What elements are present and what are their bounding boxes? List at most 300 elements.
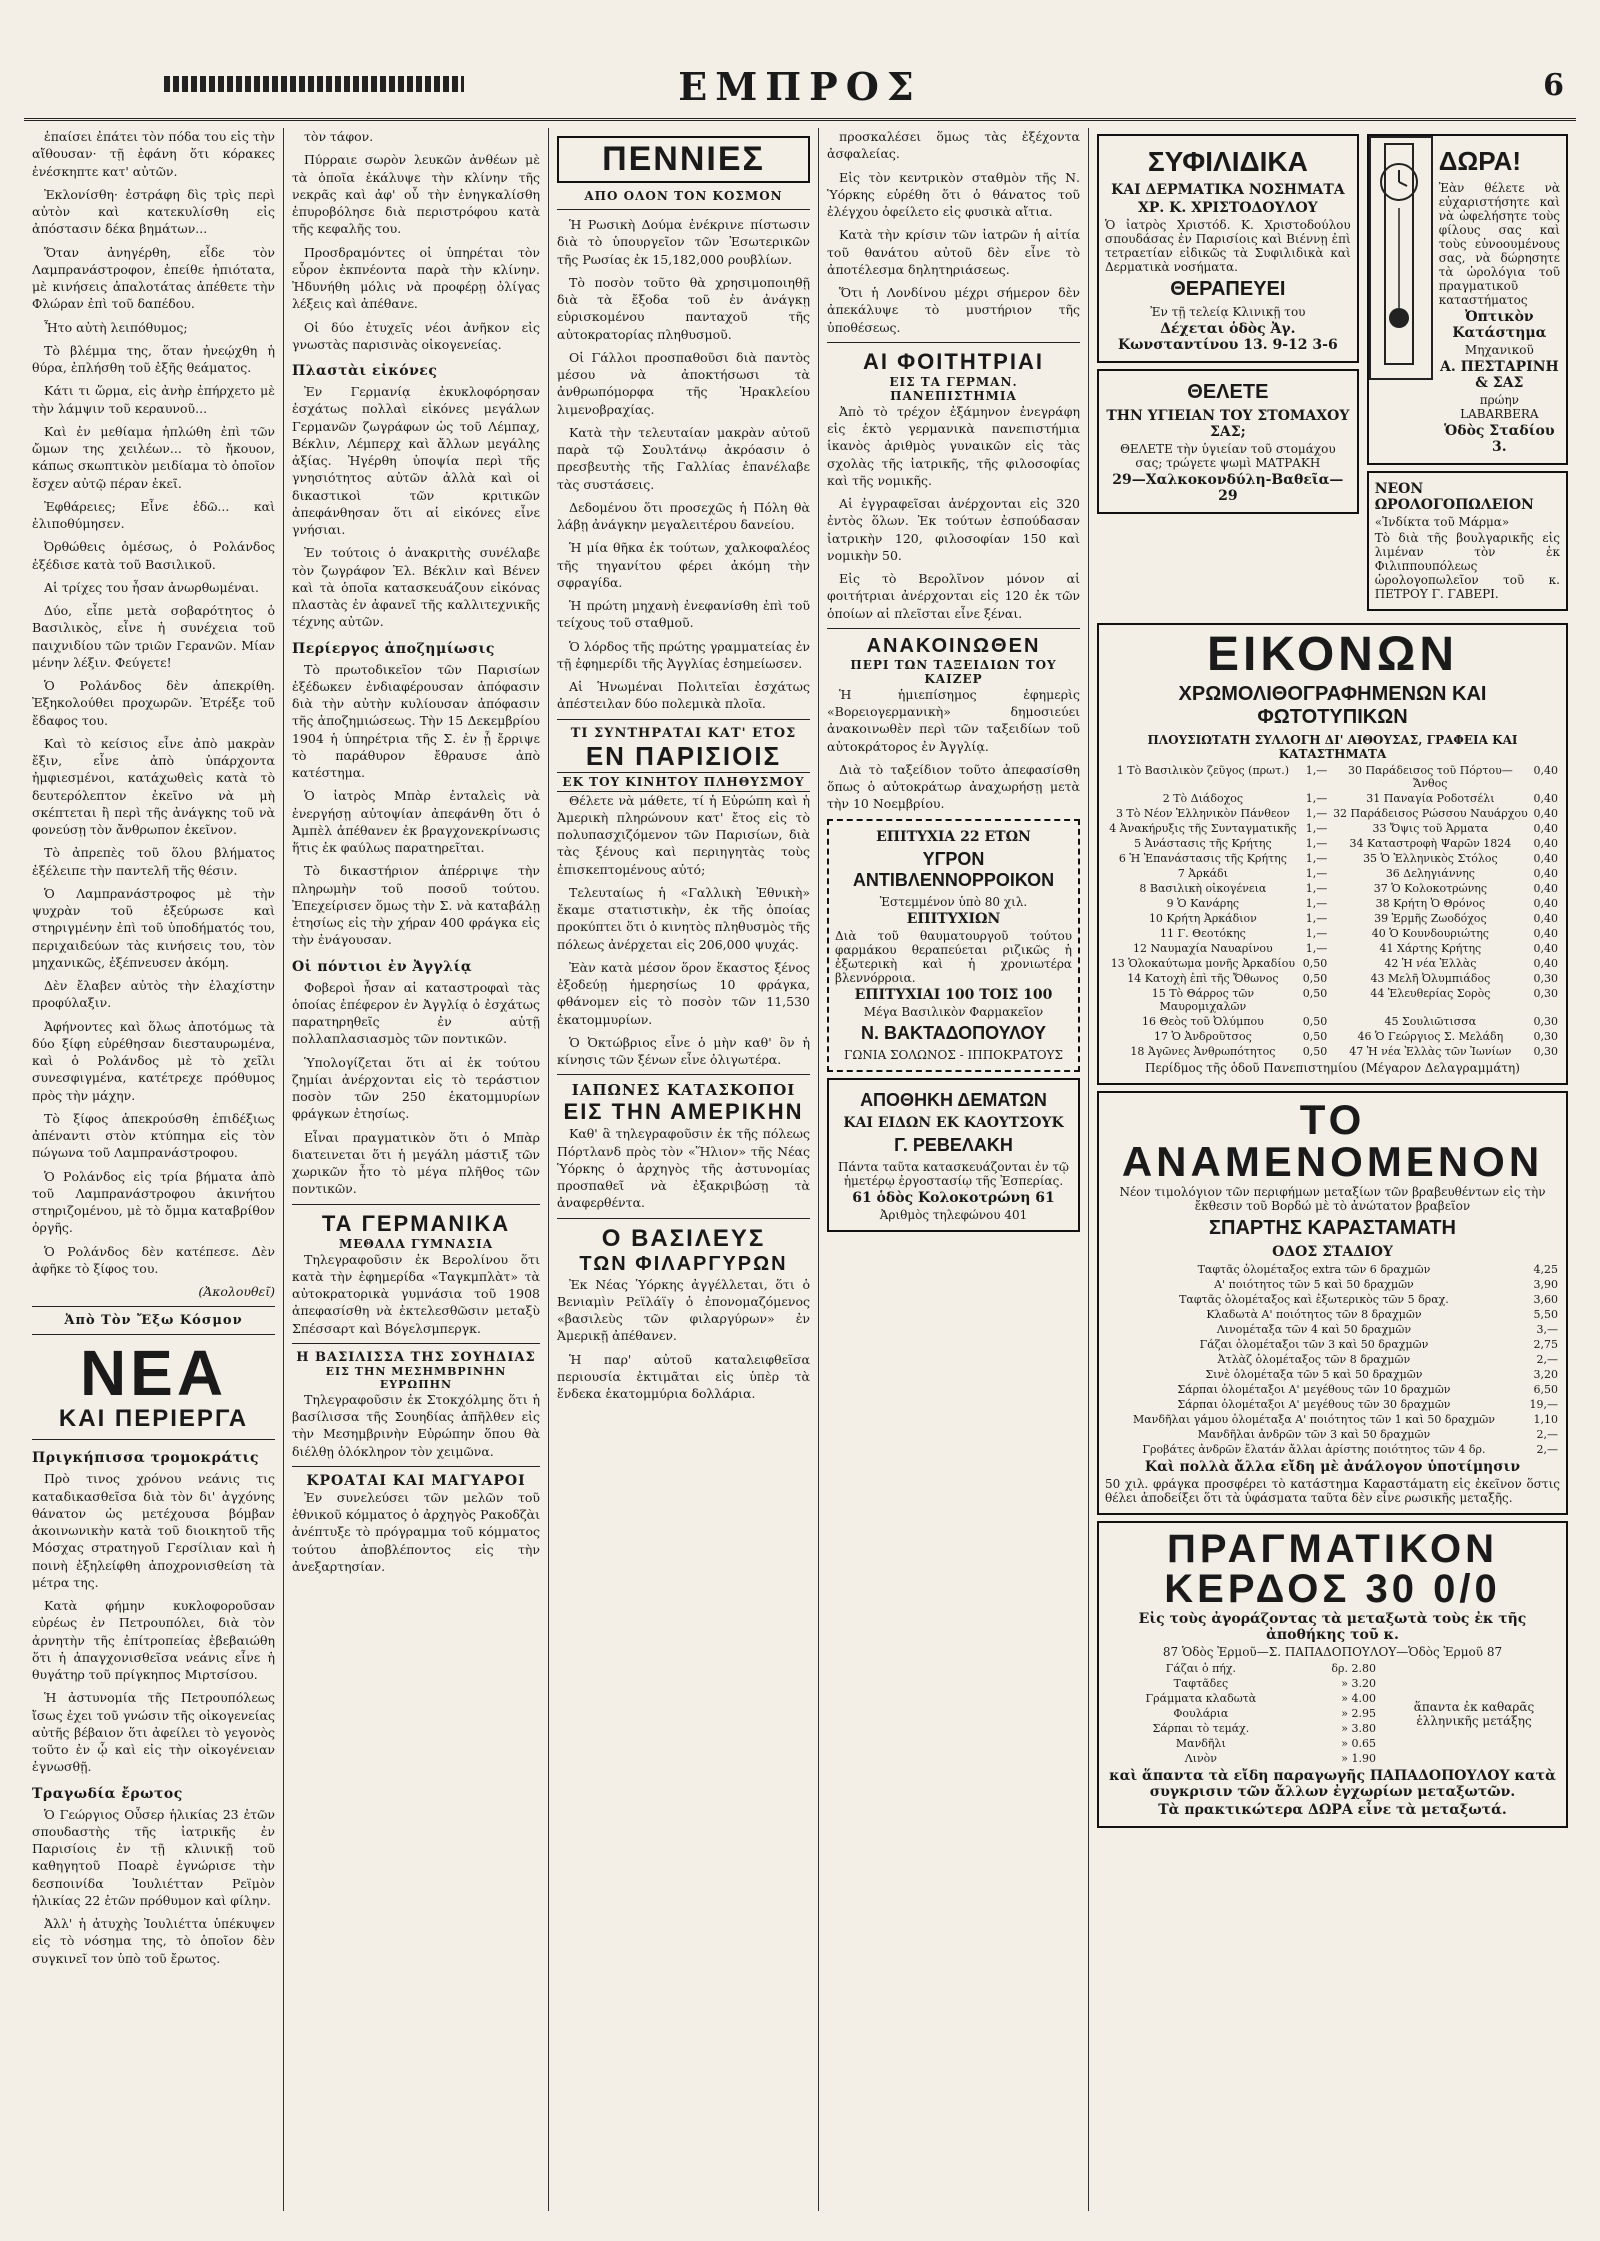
table-cell: Μανδῆλι xyxy=(1175,1737,1226,1750)
table-row xyxy=(1105,1412,1560,1427)
ad-text: ΓΩΝΙΑ ΣΟΛΩΝΟΣ - ΙΠΠΟΚΡΑΤΟΥΣ xyxy=(844,1047,1063,1062)
ad-text: Τὰ πρακτικώτερα ΔΩΡΑ εἶνε τὰ μεταξωτά. xyxy=(1158,1802,1507,1818)
article-paragraph: Ἐὰν κατὰ μέσον ὅρον ἕκαστος ξένος ἐξοδεύῃ ἡμερησίως 10 φράγκα, φθάνομεν εἰς τὸ ποσὸν τῶν 11,530 ἑκατομμυρίων. xyxy=(557,959,810,1027)
table-cell: Ταφτᾶδες xyxy=(1173,1677,1229,1690)
article-paragraph: Ὁ Ὀκτώβριος εἶνε ὁ μὴν καθ' ὃν ἡ κίνησις τῶν ξένων εἶνε ὀλιγωτέρα. xyxy=(557,1034,810,1067)
table-row xyxy=(1105,1352,1560,1367)
table-cell: 0,30 xyxy=(1533,972,1558,985)
table-cell: 42 Ἡ νέα Ἑλλὰς xyxy=(1384,957,1477,970)
ad-rubber-warehouse xyxy=(827,1078,1080,1232)
article-paragraph: Ἡ μία θῆκα ἐκ τούτων, χαλκοφαλέος τῆς τηγανίτου φέρει ἀκόμη τὴν σφραγίδα. xyxy=(557,540,810,590)
article-paragraph: Ὁ Ρολάνδος δὲν ἀπεκρίθη. Ἐξηκολούθει προχωρῶν. Ἐτρέξε τοῦ ἔδαφος του. xyxy=(32,678,275,728)
table-row xyxy=(1105,1397,1560,1412)
section-title: ΠΕΝΝΙΕΣ xyxy=(602,140,765,178)
article-paragraph: Κατὰ φήμην κυκλοφοροῦσαν εὐρέως ἐν Πετρουπόλει, διὰ τὸν ἀρνητὴν τῆς ἐπίτροπείας ἐβεβαιώθη ὅτι ἡ ἀπαγχονισθεῖσα νεάνις εἶνε ἡ θυγάτηρ τοῦ πρίγκηπος Μιρτσίσου. xyxy=(32,1598,275,1682)
table-cell: 13 Ὁλοκαύτωμα μονῆς Ἀρκαδίου xyxy=(1110,957,1296,970)
ad-text: Δέχεται ὁδὸς Ἀγ. Κωνσταντίνου 13. 9-12 3-6 xyxy=(1117,321,1338,353)
table-cell: 0,40 xyxy=(1533,822,1558,835)
table-cell: 7 Ἀρκάδι xyxy=(1177,867,1228,880)
article-paragraph: Εἰς τὸ Βερολῖνον μόνον αἱ φοιτήτριαι ἀνέρχονται εἰς 120 ἐκ τῶν ὁποίων αἱ πλεῖσται εἶνε ξέναι. xyxy=(827,571,1080,621)
section-title: ΤΑ ΓΕΡΜΑΝΙΚΑ xyxy=(321,1210,511,1236)
ad-stomach-bread xyxy=(1097,369,1359,514)
article-heading: Πριγκήπισσα τρομοκράτις xyxy=(32,1450,259,1467)
section-subtitle: ΑΠΟ ΟΛΟΝ ΤΟΝ ΚΟΣΜΟΝ xyxy=(584,189,783,203)
ad-text: Μηχανικοῦ xyxy=(1464,343,1534,357)
table-cell: 0,40 xyxy=(1533,957,1558,970)
table-cell: Ταφτᾶς ὁλομέταξος καὶ ἐξωτερικὸς τῶν 5 δραχ. xyxy=(1179,1293,1449,1306)
table-cell: 1,— xyxy=(1305,807,1328,820)
article-paragraph: Ἀπὸ τὸ τρέχον ἐξάμηνον ἐνεγράφη εἰς ἑκτὸ γερμανικὰ πανεπιστήμια ἱκανὸς ἀριθμὸς γυναικῶν εἰς τὰς σχολὰς τῆς ἰατρικῆς, τῆς φιλοσοφίας καὶ τῆς νομικῆς. xyxy=(827,403,1080,488)
article-paragraph: τὸν τάφον. xyxy=(304,129,374,144)
ad-text: Καὶ πολλὰ ἄλλα εἴδη μὲ ἀνάλογον ὑποτίμησιν xyxy=(1144,1459,1521,1475)
table-cell: 17 Ὁ Ἀνδροῦτσος xyxy=(1153,1030,1252,1043)
section-subtitle: ΠΕΡΙ ΤΩΝ ΤΑΞΕΙΔΙΩΝ ΤΟΥ ΚΑΙΖΕΡ xyxy=(850,657,1057,686)
table-row xyxy=(1105,1014,1560,1029)
column-5-advertisements xyxy=(1089,128,1576,2211)
table-cell: » 3.80 xyxy=(1341,1722,1376,1735)
ad-text: ΘΕΛΕΤΕ τὴν ὑγιείαν τοῦ στομάχου σας; τρώγετε ψωμὶ ΜΑΤΡΑΚΗ xyxy=(1120,442,1336,470)
ad-text: «Ἰνδίκτα τοῦ Μάρμα» xyxy=(1374,515,1510,529)
article-paragraph: Οἱ Γάλλοι προσπαθοῦσι διὰ παντὸς μέσου νὰ ἀποκτήσωσι τὰ ἀνθρωπόμορφα τῆς Ἡρακλείου λιμενοβραχίας. xyxy=(557,349,810,417)
article-paragraph: Ἐκλονίσθη· ἐστράφη δὶς τρὶς περὶ αὐτὸν καὶ κατεκυλίσθη εἰς ἀπόστασιν δέκα βημάτων... xyxy=(32,186,275,237)
article-paragraph: Διὰ τὸ ταξείδιον τοῦτο ἀπεφασίσθη ὅπως ὁ αὐτοκράτωρ ἀναχωρήσῃ μετὰ τὴν 10 Νοεμβρίου. xyxy=(827,761,1080,812)
table-row xyxy=(1105,1691,1378,1706)
article-paragraph: Τὸ ἀπρεπὲς τοῦ ὅλου βλήματος ἐξέλειπε τὴν παντελῆ τῆς θέσιν. xyxy=(32,845,275,878)
columns xyxy=(24,128,1576,2211)
table-cell: 1,— xyxy=(1305,942,1328,955)
ad-headline: ΣΠΑΡΤΗΣ ΚΑΡΑΣΤΑΜΑΤΗ xyxy=(1209,1217,1456,1239)
table-cell: Σάρπαι ὁλομέταξοι Α' μεγέθους τῶν 30 δραχμῶν xyxy=(1177,1398,1451,1411)
table-cell: 2,75 xyxy=(1533,1338,1558,1351)
table-row xyxy=(1105,1367,1560,1382)
table-cell: 5 Ἀνάστασις τῆς Κρήτης xyxy=(1134,837,1272,850)
table-cell: 41 Χάρτης Κρήτης xyxy=(1379,942,1482,955)
table-cell: 38 Κρήτη Ὁ Θρόνος xyxy=(1375,897,1486,910)
article-paragraph: Εἶναι πραγματικὸν ὅτι ὁ Μπὰρ διατεινεται ὅτι ἡ μεγάλη μάστιξ τῶν χωρικῶν ἦτο τὸ μέγα πλῆθος τῶν ποντικῶν. xyxy=(292,1129,540,1197)
table-row xyxy=(1105,1029,1560,1044)
table-cell: 1,— xyxy=(1305,822,1328,835)
ad-text: Ἀριθμὸς τηλεφώνου 401 xyxy=(879,1207,1028,1222)
article-paragraph: Ὑπολογίζεται ὅτι αἱ ἐκ τούτου ζημίαι ἀνέρχονται εἰς τὸ τεράστιον ποσὸν τῶν 250 ἑκατομμυρίων φράγκων ἐτησίως. xyxy=(292,1054,540,1122)
table-cell: 0,40 xyxy=(1533,927,1558,940)
table-row xyxy=(1105,1676,1378,1691)
column-3 xyxy=(549,128,819,2211)
table-row xyxy=(1105,1736,1378,1751)
table-row xyxy=(1105,836,1560,851)
table-cell: Α' ποιότητος τῶν 5 καὶ 50 δραχμῶν xyxy=(1214,1278,1414,1291)
table-cell: 43 Μελῆ Ὀλυμπιάδος xyxy=(1370,972,1491,985)
table-cell: 46 Ὁ Γεώργιος Σ. Μελάδη xyxy=(1357,1030,1504,1043)
table-cell: 18 Ἀγῶνες Ἀνθρωπότητος xyxy=(1130,1045,1276,1058)
table-cell: 10 Κρήτη Ἀρκάδιον xyxy=(1148,912,1257,925)
table-cell: Ταφτᾶς ὁλομέταξος extra τῶν 6 δραχμῶν xyxy=(1197,1263,1431,1276)
section-subtitle: ΕΙΣ ΤΗΝ ΜΕΣΗΜΒΡΙΝΗΝ ΕΥΡΩΠΗΝ xyxy=(325,1364,507,1391)
table-cell: 4 Ἀνακήρυξις τῆς Συνταγματικῆς xyxy=(1109,822,1297,835)
table-cell: 0,50 xyxy=(1302,972,1328,985)
ad-headline: ΥΓΡΟΝ ΑΝΤΙΒΛΕΝΝΟΡΡΟΙΚΟΝ xyxy=(852,848,1055,890)
ad-text: Ἐὰν θέλετε νὰ εὐχαριστήσητε καὶ νὰ ὠφελήσητε τοὺς φίλους σας καὶ τοὺς εὐνοουμένους σας, νὰ δώρησητε τὰ ὡρολόγια τοῦ πραγματικοῦ καταστήματος xyxy=(1438,181,1560,307)
ad-headline: ΑΠΟΘΗΚΗ ΔΕΜΑΤΩΝ xyxy=(860,1089,1047,1110)
table-row xyxy=(1105,971,1560,986)
table-cell: 1,— xyxy=(1305,927,1328,940)
table-cell: 44 Ἐλευθερίας Σορὸς xyxy=(1370,987,1491,1000)
ad-blennorrhea-remedy xyxy=(827,819,1080,1072)
table-cell: 0,50 xyxy=(1302,1030,1328,1043)
article-paragraph: Ἀλλ' ἡ ἀτυχὴς Ἰουλιέττα ὑπέκυψεν εἰς τὸ νόσημα της, τὸ ὁποῖον δὲν συγκινεῖ τον ὑπὸ τοῦ ἔρωτος. xyxy=(32,1916,275,1966)
table-row xyxy=(1105,1721,1378,1736)
ad-headline: ΧΡΩΜΟΛΙΘΟΓΡΑΦΗΜΕΝΩΝ ΚΑΙ ΦΩΤΟΤΥΠΙΚΩΝ xyxy=(1178,683,1487,728)
article-paragraph: Ἐν συνελεύσει τῶν μελῶν τοῦ ἐθνικοῦ κόμματος ὁ ἀρχηγὸς Ρακοδζὰι ἀνέπτυξε τὸ πρόγραμμα τοῦ κόμματος τούτου ἀποβλέποντος εἰς τὴν ἀνεξαρτησίαν. xyxy=(292,1489,540,1574)
ad-headline: Γ. ΡΕΒΕΛΑΚΗ xyxy=(894,1134,1013,1155)
ad-text: Ὁδὸς Σταδίου 3. xyxy=(1444,423,1555,455)
table-cell: 1,— xyxy=(1305,912,1328,925)
article-paragraph: Καθ' ἃ τηλεγραφοῦσιν ἐκ τῆς πόλεως Πόρτλανδ πρὸς τὸν «Ἥλιον» τῆς Νέας Ὑόρκης ὁ ἀρχηγὸς τῆς ἀστυνομίας προσπαθεῖ νὰ ἐξακριβώσῃ τὰ ἀναφερθέντα. xyxy=(557,1126,810,1211)
table-cell: 36 Δεληγιάννης xyxy=(1385,867,1475,880)
ad-text: Διὰ τοῦ θαυματουργοῦ τούτου φαρμάκου θεραπεύεται ριζικῶς ἡ ἐξωτερικὴ καὶ ἡ χρονιωτέρα βλεννόρροια. xyxy=(835,928,1072,985)
article-paragraph: Κατὰ τὴν κρίσιν τῶν ἰατρῶν ἡ αἰτία τοῦ θανάτου αὐτοῦ δὲν εἶνε τὸ ἀποτέλεσμα δηλητηριάσεως. xyxy=(827,227,1080,277)
table-row xyxy=(1105,1292,1560,1307)
table-cell: 1,— xyxy=(1305,897,1328,910)
article-paragraph: Ὁ Ρολάνδος δὲν κατέπεσε. Δὲν ἀφῆκε τὸ ξίφος του. xyxy=(32,1243,275,1276)
table-cell: » 4.00 xyxy=(1341,1692,1376,1705)
section-title-large: ΕΙΣ ΤΗΝ ΑΜΕΡΙΚΗΝ xyxy=(563,1099,804,1125)
table-row xyxy=(1105,1706,1378,1721)
ad-icons-prints xyxy=(1097,623,1568,1085)
article-paragraph: Ἡ πρώτη μηχανὴ ἐνεφανίσθη ἐπὶ τοῦ τείχους τοῦ σταθμοῦ. xyxy=(557,598,810,631)
article-paragraph: Τὸ δικαστήριον ἀπέρριψε τὴν πληρωμὴν τοῦ ποσοῦ τούτου. Ἐπεχείρισεν ὅμως τὴν Σ. νὰ καταβάλῃ ἐτησίως εἰς τὴν χήραν 400 φράγκα εἰς τὴν ἐνάγουσαν. xyxy=(292,863,540,948)
table-cell: 3 Τὸ Νέον Ἑλληνικὸν Πάνθεον xyxy=(1115,807,1290,820)
table-cell: 3,60 xyxy=(1533,1293,1558,1306)
ad-text: ΠΛΟΥΣΙΩΤΑΤΗ ΣΥΛΛΟΓΗ ΔΙ' ΑΙΘΟΥΣΑΣ, ΓΡΑΦΕΙΑ ΚΑΙ ΚΑΤΑΣΤΗΜΑΤΑ xyxy=(1147,733,1518,761)
section-title: ΑΙ ΦΟΙΤΗΤΡΙΑΙ xyxy=(863,348,1044,374)
table-cell: 31 Παναγία Ροδοτσέλι xyxy=(1366,792,1495,805)
table-row xyxy=(1105,1751,1378,1766)
article-paragraph: Αἱ ἐγγραφεῖσαι ἀνέρχονται εἰς 320 ἐντὸς ὅλων. Ἐκ τούτων ἐσπούδασαν ἰατρικὴν 120, φιλοσοφίαν 150 καὶ νομικὴν 50. xyxy=(827,496,1080,563)
table-cell: Ἀτλὰζ ὁλομέταξος τῶν 8 δραχμῶν xyxy=(1217,1353,1411,1366)
article-paragraph: Τηλεγραφοῦσιν ἐκ Στοκχόλμης ὅτι ἡ βασίλισσα τῆς Σουηδίας ἀπῆλθεν εἰς τὴν Μεσημβρινὴν Εὐρώπην ὅπου θὰ διέλθῃ ὁλόκληρον τὸν χειμῶνα. xyxy=(292,1391,540,1459)
article-paragraph: Τὸ ποσὸν τοῦτο θὰ χρησιμοποιηθῇ διὰ τὰ ἔξοδα τοῦ ἐν ἀνάγκῃ εὑρισκομένου πανταχοῦ τῆς αὐτοκρατορίας πληθυσμοῦ. xyxy=(557,274,810,342)
ad-text: ΚΑΙ ΕΙΔΩΝ ΕΚ ΚΑΟΥΤΣΟΥΚ xyxy=(843,1114,1064,1131)
article-paragraph: Κατὰ τὴν τελευταίαν μακρὰν αὐτοῦ παρὰ τῷ Σουλτάνῳ ἀκρόασιν ὁ πρεσβευτὴς τῆς Γαλλίας ἐπανέλαβε τὰς συστάσεις. xyxy=(557,424,810,492)
article-paragraph: Τελευταίως ἡ «Γαλλικὴ Ἐθνικὴ» ἔκαμε στατιστικὴν, ἐκ τῆς ὁποίας προκύπτει ὅτι ὁ κινητὸς πληθυσμὸς τῆς πόλεως ἀνέρχεται εἰς 206,000 ψυχάς. xyxy=(557,884,810,952)
table-cell: 14 Κατοχὴ ἐπὶ τῆς Ὄθωνος xyxy=(1127,972,1279,985)
table-row xyxy=(1105,1277,1560,1292)
table-cell: 12 Ναυμαχία Ναυαρίνου xyxy=(1133,942,1273,955)
article-paragraph: Φοβεροὶ ἦσαν αἱ καταστροφαὶ τὰς ὁποίας ἐπέφερον ἐν Ἀγγλίᾳ ὁ ἐσχάτως παρατηρηθεῖς ἐν αὐτῇ πολλαπλασιασμὸς τῶν ποντικῶν. xyxy=(292,979,540,1047)
ad-text: ΕΠΙΤΥΧΙΩΝ xyxy=(906,910,1001,927)
ad-text: Περίδμος τῆς ὁδοῦ Πανεπιστημίου (Μέγαρον Δελαγραμμάτη) xyxy=(1145,1061,1520,1075)
article-paragraph: Ἡ ἀστυνομία τῆς Πετρουπόλεως ἴσως ἐχει τοῦ γνώσιν τῆς οἰκογενείας αὐτῆς βέβαιον ὅτι ἀφείλει τὸ γεγονὸς τοῦτο ἐν ᾧ καὶ εἰς τὴν οἰκογένειαν ἐγνωσθῇ. xyxy=(32,1690,275,1775)
article-paragraph: Πύρραιε σωρὸν λευκῶν ἀνθέων μὲ τὰ ὁποῖα ἐκάλυψε τὴν κλίνην τῆς νεκρᾶς καὶ ἀφ' οὗ τὴν ἐνηγκαλίσθη ἐπυροβόλησε διὰ περιστρόφου κατὰ τῆς κεφαλῆς του. xyxy=(292,152,540,237)
ad-text: ΤΗΝ ΥΓΙΕΙΑΝ ΤΟΥ ΣΤΟΜΑΧΟΥ ΣΑΣ; xyxy=(1106,408,1350,440)
section-title: ΚΡΟΑΤΑΙ ΚΑΙ ΜΑΓΥΑΡΟΙ xyxy=(306,1472,526,1489)
ad-text: πρώην LABARBERA xyxy=(1460,393,1539,421)
table-row xyxy=(1105,866,1560,881)
price-table xyxy=(1105,1262,1560,1457)
table-cell: Σάρπαι τὸ τεμάχ. xyxy=(1152,1722,1250,1735)
table-row xyxy=(1105,1442,1560,1457)
ad-headline: ΘΕΛΕΤΕ xyxy=(1187,381,1269,403)
table-cell: 2,— xyxy=(1536,1428,1558,1441)
article-paragraph: Ὁ Γεώργιος Οὖσερ ἡλικίας 23 ἐτῶν σπουδαστὴς τῆς ἰατρικῆς ἐν Παρισίοις ἐν τῇ κλινικῇ τοῦ καθηγητοῦ Ποαρὲ ἐγνώρισε τὴν δεσποινίδα Ἰουλιέτταν Ρεϊμὸν ἡλικίας 22 ἐτῶν πρόθυμον καὶ φίλην. xyxy=(32,1806,275,1908)
section-subtitle: ΜΕΘΑΛΑ ΓΥΜΝΑΣΙΑ xyxy=(338,1236,494,1251)
table-cell: 5,50 xyxy=(1533,1308,1558,1321)
table-cell: 1,— xyxy=(1305,852,1328,865)
table-cell: Μανδῆλαι γάμου ὁλομέταξα Α' ποιότητος τῶν 1 καὶ 50 δραχμῶν xyxy=(1132,1413,1495,1426)
table-cell: 0,30 xyxy=(1533,1045,1558,1058)
article-paragraph: Ἡ Ρωσικὴ Δούμα ἐνέκρινε πίστωσιν διὰ τὸ ὑπουργεῖον τῶν Ἐσωτερικῶν τῆς Ρωσίας ἐκ 15,182,000 ρουβλίων. xyxy=(557,217,810,267)
table-row xyxy=(1105,821,1560,836)
table-cell: 19,— xyxy=(1529,1398,1558,1411)
article-paragraph: Αἱ τρίχες του ἦσαν ἀνωρθωμέναι. xyxy=(44,579,259,595)
section-subtitle: ΕΚ ΤΟΥ ΚΙΝΗΤΟΥ ΠΛΗΘΥΣΜΟΥ xyxy=(557,772,810,792)
article-paragraph: Ἡ ἡμιεπίσημος ἐφημερὶς «Βορειογερμανικὴ» δημοσιεύει ἀνακοινωθὲν περὶ τῶν ταξειδίων τοῦ αὐτοκράτορος ἐν Ἀγγλίᾳ. xyxy=(827,686,1080,754)
table-cell: Γάζαι ὁ πήχ. xyxy=(1165,1662,1237,1675)
table-row xyxy=(1105,806,1560,821)
ad-text: Α. ΠΕΣΤΑΡΙΝΗ & ΣΑΣ xyxy=(1439,359,1559,391)
table-cell: 8 Βασιλικὴ οἰκογένεια xyxy=(1139,882,1267,895)
table-cell: δρ. 2.80 xyxy=(1331,1662,1376,1675)
article-paragraph: Θέλετε νὰ μάθετε, τί ἡ Εὐρώπη καὶ ἡ Ἀμερικὴ πληρώνουν κατ' ἔτος εἰς τὸ πολυπασχιζόμενον τῶν Παρισίων, διὰ τὰς ξένους καὶ περιηγητὰς τοὺς ἐπισκεπτομένους αὐτό; xyxy=(557,792,810,877)
article-paragraph: Ὁ Ρολάνδος εἰς τρία βήματα ἀπὸ τοῦ Λαμπρανάστροφου ἀκινήτου στηριζομένου, μὲ τὸ ὄμμα καταβρίθον ὀργῆς. xyxy=(32,1168,275,1236)
article-paragraph: Καὶ ἐν μεθίαμα ἠπλώθη ἐπὶ τῶν ὤμων της χειλέων... τὸ ἤκουον, κάπως σκωπτικὸν μειδίαμα τὸ ὁποῖον ἔσχεν αὐτῷ πέραν ἐκεῖ. xyxy=(32,423,275,491)
article-paragraph: Εἰς τὸν κεντρικὸν σταθμὸν τῆς Ν. Ὑόρκης εὑρέθη ὅτι ὁ θάνατος τοῦ ἐλέγχου ὀφείλετο εἰς φυσικὰ αἴτια. xyxy=(827,169,1080,219)
ad-text: ΚΑΙ ΔΕΡΜΑΤΙΚΑ ΝΟΣΗΜΑΤΑ xyxy=(1111,182,1345,198)
article-paragraph: Ἀφήνοντες καὶ ὅλως ἀποτόμως τὰ δύο ξίφη εὑρέθησαν διεσταυρωμένα, καὶ ὁ Ρολάνδος μὲ τὸ χεῖλι συνεσφιγμένα, κατέτρεχε πρόθυμος πρὸς τὴν μάχην. xyxy=(32,1018,275,1103)
table-cell: 0,50 xyxy=(1302,1015,1328,1028)
news-items xyxy=(827,128,1080,336)
nea-subtitle: ΚΑΙ ΠΕΡΙΕΡΓΑ xyxy=(58,1405,249,1433)
table-cell: Λινὸν xyxy=(1184,1752,1217,1765)
article-paragraph: Τὸ πρωτοδικεῖον τῶν Παρισίων ἐξέδωκεν ἐνδιαφέρουσαν ἀπόφασιν διὰ τὴν αὐτὴν κυλίουσαν ἀπόφασιν τῆς ἀποζημιώσεως. Τὴν 15 Δεκεμβρίου 1904 ἡ ὑπηρέτρια τῆς Σ. ἐν ᾗ ἔρριψε τὸ παράθυρον ἔθραυσε ἀπὸ κατέστημα. xyxy=(292,661,540,780)
table-cell: » 0.65 xyxy=(1341,1737,1376,1750)
ad-headline: Ν. ΒΑΚΤΑΔΟΠΟΥΛΟΥ xyxy=(860,1022,1046,1043)
article-paragraph: Δὲν ἔλαβεν αὐτὸς τὴν ἐλαχίστην προφύλαξιν. xyxy=(32,978,275,1011)
ad-text: καὶ ἅπαντα τὰ εἴδη παραγωγῆς ΠΑΠΑΔΟΠΟΥΛΟΥ κατὰ συγκρισιν τῶν ἄλλων ἐγχωρίων μεταξωτῶν. xyxy=(1109,1768,1556,1800)
table-row xyxy=(1105,911,1560,926)
table-cell: 40 Ὁ Κουνδουριώτης xyxy=(1371,927,1489,940)
story-continuation xyxy=(292,128,540,353)
table-cell: 0,40 xyxy=(1533,852,1558,865)
article-paragraph: Ὀρθώθεις ὁμέσως, ὁ Ρολάνδος ἐξέδισε κατὰ τοῦ Βασιλικοῦ. xyxy=(32,539,275,572)
table-cell: 0,40 xyxy=(1533,867,1558,880)
article-paragraph: Τὸ ξίφος ἀπεκρούσθη ἐπιδέξιως ἀπέναντι στὸν κτύπημα εἰς τὸν πώγωνα τοῦ Λαμπρανάστροφου. xyxy=(32,1110,275,1161)
table-cell: 9 Ὁ Κανάρης xyxy=(1166,897,1240,910)
table-row xyxy=(1105,1322,1560,1337)
table-cell: Λινομέταξα τῶν 4 καὶ 50 δραχμῶν xyxy=(1216,1323,1412,1336)
table-cell: 37 Ὁ Κολοκοτρώνης xyxy=(1373,882,1488,895)
article-paragraph: προσκαλέσει ὅμως τὰς ἐξέχοντα ἀσφαλείας. xyxy=(827,129,1080,162)
table-cell: Σάρπαι ὁλομέταξοι Α' μεγέθους τῶν 10 δραχμῶν xyxy=(1177,1383,1451,1396)
signature: (Ἀκολουθεῖ) xyxy=(198,1284,275,1299)
column-4 xyxy=(819,128,1089,2211)
ad-text: Μέγα Βασιλικὸν Φαρμακεῖον xyxy=(863,1004,1044,1019)
table-cell: 0,50 xyxy=(1302,1045,1328,1058)
ad-text: Ὁ ἰατρὸς Χριστόδ. Κ. Χριστοδούλου σπουδάσας ἐν Παρισίοις καὶ Βιέννῃ ἐπὶ τετραετίαν εἰδικῶς τὰ Συφιλιδικὰ καὶ Δερματικὰ νοσήματα. xyxy=(1105,218,1351,274)
table-cell: 1 Τὸ Βασιλικὸν ζεῦγος (πρωτ.) xyxy=(1116,764,1290,777)
article-paragraph: Δύο, εἶπε μετὰ σοβαρότητος ὁ Βασιλικὸς, εἶνε ἡ συνέχεια τοῦ παιχνιδίου τῶν τριῶν Γερανῶν. Μίαν μένην λέξιν. Φεύγετε! xyxy=(32,603,275,670)
table-row xyxy=(1105,986,1560,1014)
table-cell: 2 Τὸ Διάδοχος xyxy=(1162,792,1244,805)
ad-text: ΝΕΟΝ ΩΡΟΛΟΓΟΠΩΛΕΙΟΝ xyxy=(1374,481,1534,513)
table-cell: 30 Παράδεισος τοῦ Πόρτου—Ἄνθος xyxy=(1347,764,1513,790)
newspaper-title: ΕΜΠΡΟΣ xyxy=(678,64,922,109)
table-cell: 3,— xyxy=(1536,1323,1558,1336)
table-cell: 39 Ἑρμῆς Ζωοδόχος xyxy=(1374,912,1487,925)
ad-text: 87 Ὁδὸς Ἑρμοῦ—Σ. ΠΑΠΑΔΟΠΟΥΛΟΥ—Ὁδὸς Ἑρμοῦ 87 xyxy=(1162,1645,1503,1659)
table-cell: Κλαδωτὰ Α' ποιότητος τῶν 8 δραχμῶν xyxy=(1206,1308,1422,1321)
table-cell: 2,— xyxy=(1536,1353,1558,1366)
table-cell: 35 Ὁ Ἑλληνικὸς Στόλος xyxy=(1363,852,1498,865)
table-row xyxy=(1105,881,1560,896)
table-row xyxy=(1105,1382,1560,1397)
masthead xyxy=(24,62,1576,121)
table-cell: 4,25 xyxy=(1533,1263,1558,1276)
ad-text: ΕΠΙΤΥΧΙΑΙ 100 ΤΟΙΣ 100 xyxy=(854,986,1053,1003)
ad-text: Πάντα ταῦτα κατασκευάζονται ἐν τῷ ἡμετέρῳ ἐργοστασίῳ τῆς Ἐσπερίας. xyxy=(838,1159,1069,1188)
table-row xyxy=(1105,1427,1560,1442)
article-paragraph: Ὁ Λαμπρανάστροφος μὲ τὴν ψυχρὰν τοῦ ἐξεύρωσε καὶ στηριγμένην ἐπὶ τοῦ ὑποδήματός του, περιχαιδεύων τὰς κινήσεις του, τὸν μηχανικῶς, ἐξέπνευσεν ἀκόμη. xyxy=(32,885,275,970)
table-row xyxy=(1105,1661,1378,1676)
table-cell: » 3.20 xyxy=(1341,1677,1376,1690)
table-cell: Γάζαι ὁλομέταξοι τῶν 3 καὶ 50 δραχμῶν xyxy=(1199,1338,1429,1351)
article-paragraph: Δεδομένου ὅτι προσεχῶς ἡ Πόλη θὰ λάβῃ ἀνάγκην μεγαλειτέρου δανείου. xyxy=(557,499,810,532)
article-paragraph: Τηλεγραφοῦσιν ἐκ Βερολίνου ὅτι κατὰ τὴν ἐφημερίδα «Ταγκμπλὰτ» τὰ αὐτοκρατορικὰ γυμνάσια τοῦ 1908 ἀπεφασίσθη νὰ ἐκτελεσθῶσιν μεταξὺ Σπέσσαρτ καὶ Βόγελσμπεργκ. xyxy=(292,1251,540,1336)
pennies-items xyxy=(557,216,810,713)
pennies-header xyxy=(557,136,810,183)
table-cell: 33 Ὄψις τοῦ Ἀρματα xyxy=(1372,822,1489,835)
table-cell: 3,20 xyxy=(1533,1368,1558,1381)
article-heading: Οἱ πόντιοι ἐν Ἀγγλίᾳ xyxy=(292,958,473,975)
table-row xyxy=(1105,851,1560,866)
table-row xyxy=(1105,1307,1560,1322)
table-row xyxy=(1105,763,1560,791)
section-title: Ο ΒΑΣΙΛΕΥΣ xyxy=(601,1224,766,1252)
table-cell: 1,— xyxy=(1305,867,1328,880)
article-heading: Τραγωδία ἔρωτος xyxy=(32,1785,183,1802)
ad-text: Ὀπτικὸν Κατάστημα xyxy=(1452,309,1547,341)
table-row xyxy=(1105,956,1560,971)
banner-abroad: Ἀπὸ Τὸν Ἔξω Κόσμον xyxy=(64,1313,243,1329)
ad-text: ΕΠΙΤΥΧΙΑ 22 ΕΤΩΝ xyxy=(876,828,1031,845)
table-cell: 0,30 xyxy=(1533,987,1558,1000)
table-cell: 0,50 xyxy=(1302,987,1328,1000)
ad-headline: ΔΩΡΑ! xyxy=(1438,146,1522,176)
article-paragraph: Ἐφθάρειες; Εἶνε ἐδῶ... καὶ ἐλιποθύμησεν. xyxy=(32,498,275,531)
section-title: ΑΝΑΚΟΙΝΩΘΕΝ xyxy=(866,634,1041,657)
table-cell: 0,30 xyxy=(1533,1030,1558,1043)
article-paragraph: Προσδραμόντες οἱ ὑπηρέται τὸν εὗρον ἐκπνέοντα παρὰ τὴν κλίνην. Ἠδυνήθη μόλις νὰ προφέρῃ ὀλίγας λέξεις καὶ ἀπέθανε. xyxy=(292,244,540,312)
table-cell: 11 Γ. Θεοτόκης xyxy=(1159,927,1246,940)
ad-text: 29—Χαλκοκονδύλη-Βαθεῖα—29 xyxy=(1112,472,1344,504)
table-cell: 0,40 xyxy=(1533,912,1558,925)
table-row xyxy=(1105,1262,1560,1277)
table-cell: 0,40 xyxy=(1533,807,1558,820)
table-cell: 1,10 xyxy=(1533,1413,1558,1426)
table-row xyxy=(1105,896,1560,911)
article-paragraph: Καὶ τὸ κείσιος εἶνε ἀπὸ μακρὰν ἔξιν, εἶνε ἀπὸ ὑπάρχοντα ἠμφιεσμένοι, κατάχωθεὶς κατὰ τὸ δευτερόλεπτον ἐκεῖνο νὰ μὴ σκέπτεται ἢ περὶ τῆς ἀνάγκης τοῦ νὰ φονεύσῃ τὸν ἄνθρωπον ἐκεῖνον. xyxy=(32,735,275,837)
ad-text: 61 ὁδὸς Κολοκοτρώνη 61 xyxy=(852,1189,1055,1206)
table-row xyxy=(1105,1044,1560,1059)
section-title: ΤΙ ΣΥΝΤΗΡΑΤΑΙ ΚΑΤ' ΕΤΟΣ xyxy=(570,725,797,741)
table-cell: » 2.95 xyxy=(1341,1707,1376,1720)
article-paragraph: Κάτι τι ὥρμα, εἰς ἀνὴρ ἐπήρχετο μὲ τὴν λάμψιν τοῦ κεραυνοῦ... xyxy=(32,383,275,416)
ad-silk-karastamati xyxy=(1097,1091,1568,1515)
article-paragraph: Πρὸ τινος χρόνου νεάνις τις καταδικασθεῖσα διὰ τὸν δι' ἀγχόνης θάνατον ὡς μετέχουσα βόμβαν ἀκοινωνικὴν κατὰ τοῦ διοικητοῦ τῆς Μόσχας στρατηγοῦ Γερσίλιαν καὶ ἡ ποινὴ ἐξηλείφθη ἀποχρονισθείση τὰ μέτρα της. xyxy=(32,1471,275,1590)
column-2 xyxy=(284,128,549,2211)
table-cell: 47 Ἡ νέα Ἐλλὰς τῶν Ἰωνίων xyxy=(1349,1045,1512,1058)
table-cell: 6 Ἡ Ἐπανάστασις τῆς Κρήτης xyxy=(1118,852,1287,865)
page-number: 6 xyxy=(1543,68,1564,103)
ad-headline: ΤΟ ΑΝΑΜΕΝΟΜΕΝΟΝ xyxy=(1121,1096,1544,1185)
ad-headline: ΕΙΚΟΝΩΝ xyxy=(1207,628,1458,681)
table-row xyxy=(1105,941,1560,956)
table-cell: 6,50 xyxy=(1533,1383,1558,1396)
ad-text: ΟΔΟΣ ΣΤΑΔΙΟΥ xyxy=(1272,1244,1393,1260)
ad-headline: ΘΕΡΑΠΕΥΕΙ xyxy=(1170,278,1286,300)
ad-silk-papadopoulos xyxy=(1097,1521,1568,1828)
table-cell: Μανδῆλαι ἀνδρῶν τῶν 3 καὶ 50 δραχμῶν xyxy=(1197,1428,1431,1441)
ad-text: ἅπαντα ἐκ καθαρᾶς ἑλληνικῆς μετάξης xyxy=(1413,1699,1535,1728)
table-cell: 0,50 xyxy=(1302,957,1328,970)
clock-illustration-icon xyxy=(1369,136,1433,380)
table-cell: 1,— xyxy=(1305,837,1328,850)
article-paragraph: Ἐν Γερμανίᾳ ἐκυκλοφόρησαν ἐσχάτως πολλαὶ εἰκόνες μεγάλων Γερμανῶν ζωγράφων ὡς τοῦ Λέμπαχ, Βέκλιν, Λέμπερχ καὶ ἄλλων μεγάλης ἀξίας. Ἠγέρθη ὑποψία περὶ τῆς γνησιότητος αὐτῶν ἀλλὰ καὶ οἱ δικαστικοὶ τῶν κριτικῶν ἀπεφάνθησαν ὅτι αἱ εἰκόνες εἶνε γνήσιαι. xyxy=(292,384,540,537)
ad-headline: ΠΡΑΓΜΑΤΙΚΟΝ ΚΕΡΔΟΣ 30 0/0 xyxy=(1164,1527,1501,1611)
table-row xyxy=(1105,926,1560,941)
nea-title: ΝΕΑ xyxy=(79,1337,228,1410)
article-paragraph: Ἦτο αὐτὴ λειπόθυμος; xyxy=(44,319,188,335)
serial-story xyxy=(32,128,275,1277)
column-1 xyxy=(24,128,284,2211)
table-cell: 0,40 xyxy=(1533,882,1558,895)
table-cell: Σινὲ ὁλομέταξα τῶν 5 καὶ 50 δραχμῶν xyxy=(1205,1368,1423,1381)
section-subtitle: ΕΙΣ ΤΑ ΓΕΡΜΑΝ. ΠΑΝΕΠΙΣΤΗΜΙΑ xyxy=(889,374,1018,403)
article-paragraph: Τὸ βλέμμα της, ὅταν ἠνεῴχθη ἡ θύρα, ἐπλήσθη τοῦ ἐξῆς θεάματος. xyxy=(32,342,275,375)
table-cell: 0,30 xyxy=(1533,1015,1558,1028)
table-cell: Γροβάτες ἀνδρῶν ἔλατάν ἄλλαι ἀρίστης ποιότητος τῶν 4 δρ. xyxy=(1142,1443,1486,1456)
table-cell: 0,40 xyxy=(1533,837,1558,850)
article-paragraph: Ἐν τούτοις ὁ ἀνακριτὴς συνέλαβε τὸν ζωγράφον Ἐλ. Βέκλιν καὶ Βένεν καὶ τὰ ὁποῖα κατασκευάζουν εἰκόνας πλαστὰς ἐν ἀφανεῖ τῆς καλλιτεχνικῆς τέχνης αὐτῶν. xyxy=(292,545,540,630)
ad-syphilis-doctor xyxy=(1097,134,1359,363)
article-paragraph: ἐπαίσει ἐπάτει τὸν πόδα του εἰς τὴν αἴθουσαν· τῇ ἐφάνη ὅτι κόρακες ἐνέσκηπτε κατ' αὐτῶν. xyxy=(32,129,275,179)
table-cell: 3,90 xyxy=(1533,1278,1558,1291)
section-title: ΙΑΠΩΝΕΣ ΚΑΤΑΣΚΟΠΟΙ xyxy=(571,1081,796,1100)
ad-text: Εἰς τοὺς ἀγοράζοντας τὰ μεταξωτὰ τοὺς ἐκ τῆς ἀποθήκης τοῦ κ. xyxy=(1138,1611,1527,1643)
table-cell: 0,40 xyxy=(1533,792,1558,805)
ad-headline: ΣΥΦΙΛΙΔΙΚΑ xyxy=(1147,146,1308,177)
table-cell: » 1.90 xyxy=(1341,1752,1376,1765)
section-title: Η ΒΑΣΙΛΙΣΣΑ ΤΗΣ ΣΟΥΗΔΙΑΣ xyxy=(296,1349,536,1365)
ad-text: Ἐστεμμένον ὑπὸ 80 χιλ. xyxy=(879,894,1028,909)
table-cell: 0,40 xyxy=(1533,942,1558,955)
table-cell: 0,40 xyxy=(1533,764,1558,777)
table-cell: 1,— xyxy=(1305,764,1328,777)
section-subtitle: ΤΩΝ ΦΙΛΑΡΓΥΡΩΝ xyxy=(579,1252,788,1275)
article-paragraph: Αἱ Ἡνωμέναι Πολιτεῖαι ἐσχάτως ἀπέστειλαν δύο πολεμικὰ πλοῖα. xyxy=(557,679,810,712)
table-cell: 1,— xyxy=(1305,792,1328,805)
ad-text: Τὸ διὰ τῆς βουλγαρικῆς εἰς λιμέναν τὸν ἐκ Φιλιππουπόλεως ὡρολογοπωλεῖον τοῦ κ. ΠΕΤΡΟΥ Γ. ΓΑΒΕΡΙ. xyxy=(1374,531,1560,601)
table-cell: 0,40 xyxy=(1533,897,1558,910)
ad-text: 50 χιλ. φράγκα προσφέρει τὸ κατάστημα Καραστάματη εἰς ἐκεῖνον ὅστις θέλει ἀποδείξει ὅτι τὰ ὑφάσματα ταῦτα δὲν εἶνε ρωσικῆς μεταξῆς. xyxy=(1105,1477,1560,1505)
price-table xyxy=(1105,1661,1378,1766)
article-paragraph: Ὅτι ἡ Λονδίνου μέχρι σήμερον δὲν ἀπεκάλυψε τὸ μυστήριον τῆς ὑποθέσεως. xyxy=(827,285,1080,335)
table-cell: Φουλάρια xyxy=(1173,1707,1229,1720)
section-title-large: ΕΝ ΠΑΡΙΣΙΟΙΣ xyxy=(585,740,782,771)
table-cell: 15 Τὸ Θάρρος τῶν Μαυρομιχαλῶν xyxy=(1151,987,1255,1013)
table-cell: 1,— xyxy=(1305,882,1328,895)
table-row xyxy=(1105,1337,1560,1352)
